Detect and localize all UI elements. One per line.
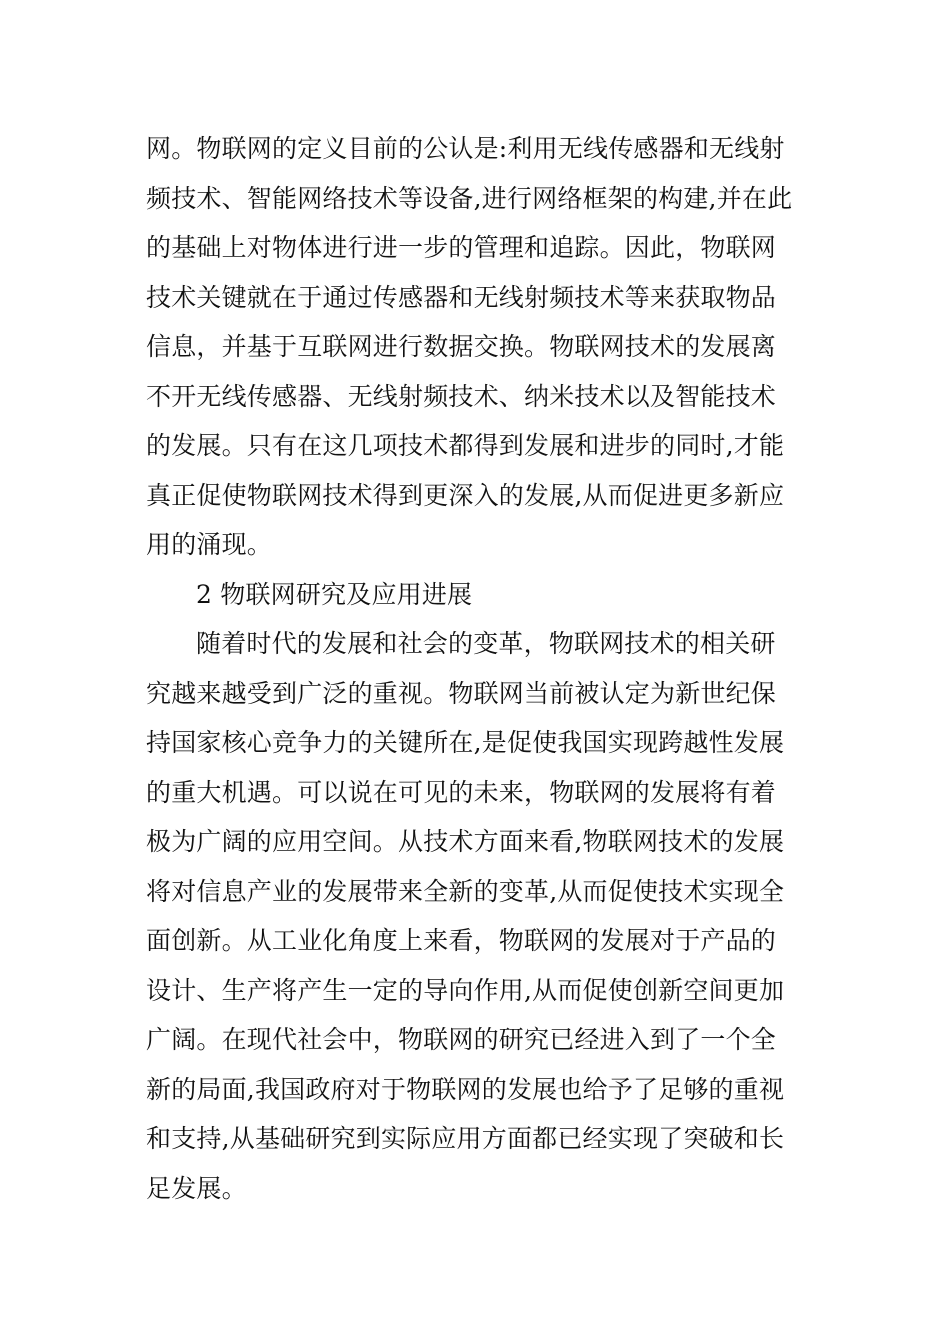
text-line: 广阔。在现代社会中，物联网的研究已经进入到了一个全 [146, 1025, 777, 1054]
text-line: 设计、生产将产生一定的导向作用,从而促使创新空间更加 [146, 975, 785, 1005]
text-line: 的基础上对物体进行进一步的管理和追踪。因此，物联网 [146, 233, 777, 262]
text-line: 究越来越受到广泛的重视。物联网当前被认定为新世纪保 [146, 678, 777, 708]
text-line: 真正促使物联网技术得到更深入的发展,从而促进更多新应 [146, 480, 785, 510]
text-line: 随着时代的发展和社会的变革，物联网技术的相关研 [196, 629, 776, 658]
text-line: 信息，并基于互联网进行数据交换。物联网技术的发展离 [146, 332, 777, 361]
paragraph-2 [146, 619, 804, 1213]
text-line: 和支持,从基础研究到实际应用方面都已经实现了突破和长 [146, 1124, 785, 1153]
paragraph-continued [146, 124, 804, 570]
text-line: 技术关键就在于通过传感器和无线射频技术等来获取物品 [146, 282, 777, 312]
text-line: 的重大机遇。可以说在可见的未来，物联网的发展将有着 [146, 777, 777, 807]
text-line: 足发展。 [146, 1173, 247, 1203]
text-line: 持国家核心竞争力的关键所在,是促使我国实现跨越性发展 [146, 728, 785, 757]
document-page [146, 124, 804, 1213]
section-heading: 2 物联网研究及应用进展 [196, 579, 473, 609]
text-line: 新的局面,我国政府对于物联网的发展也给予了足够的重视 [146, 1074, 785, 1104]
text-line: 的发展。只有在这几项技术都得到发展和进步的同时,才能 [146, 431, 785, 460]
text-line: 频技术、智能网络技术等设备,进行网络框架的构建,并在此 [146, 183, 793, 213]
text-line: 将对信息产业的发展带来全新的变革,从而促使技术实现全 [146, 876, 785, 906]
text-line: 网。物联网的定义目前的公认是:利用无线传感器和无线射 [146, 134, 785, 163]
text-line: 极为广阔的应用空间。从技术方面来看,物联网技术的发展 [146, 827, 785, 856]
text-line: 面创新。从工业化角度上来看，物联网的发展对于产品的 [146, 926, 777, 955]
text-line: 不开无线传感器、无线射频技术、纳米技术以及智能技术 [146, 381, 777, 411]
text-line: 用的涌现。 [146, 530, 273, 559]
